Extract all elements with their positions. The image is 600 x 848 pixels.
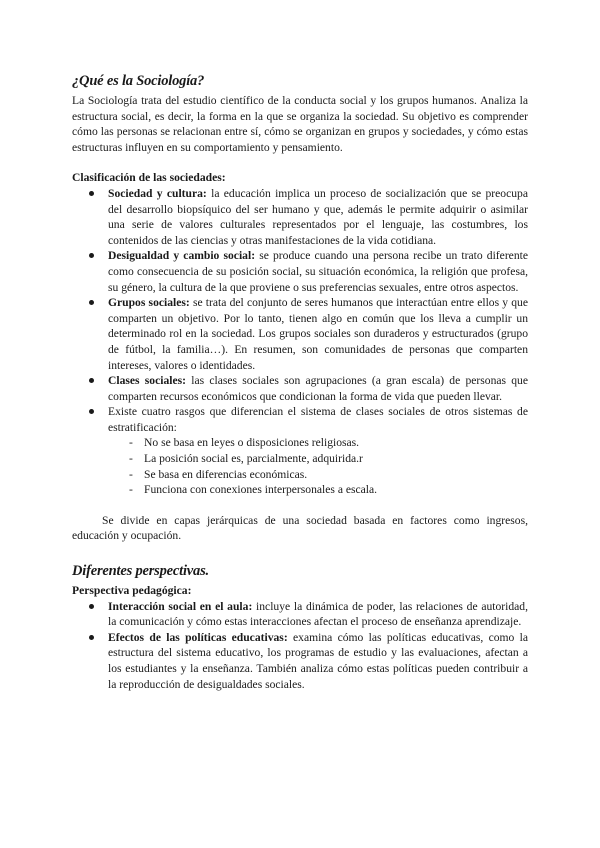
list-item-term: Grupos sociales: bbox=[108, 296, 190, 310]
clasificacion-list bbox=[72, 186, 528, 498]
list-item-term: Interacción social en el aula: bbox=[108, 599, 253, 613]
rasgos-list bbox=[108, 435, 528, 497]
perspectiva-pedagogica-heading: Perspectiva pedagógica: bbox=[72, 584, 192, 598]
list-item-term: Sociedad y cultura: bbox=[108, 186, 207, 200]
list-item bbox=[72, 599, 528, 630]
list-item-text: se produce cuando una persona recibe un trato diferente como consecuencia de su posición social, su situación económica, la religión que profesa, su género, la cultura de la que proviene o sus preferencias sexuales, entre otros aspectos. bbox=[108, 249, 528, 294]
rasgos-intro: Existe cuatro rasgos que diferencian el sistema de clases sociales de otros sistemas de estratificación: bbox=[108, 405, 528, 434]
list-item-text: la educación implica un proceso de socialización que se preocupa del desarrollo biopsíquico del ser humano y que, además le permite adquirir o asimilar una serie de valores culturales representados por el lenguaje, las costumbres, los contenidos de las ciencias y otras manifestaciones de la vida cotidiana. bbox=[108, 186, 528, 247]
list-item-term: Clases sociales: bbox=[108, 374, 186, 388]
list-item bbox=[72, 186, 528, 248]
list-item-text: se trata del conjunto de seres humanos que interactúan entre ellos y que comparten un objetivo. Por lo tanto, tienen algo en común que los lleva a cumplir un determinado rol en la sociedad. Los grupos sociales son duraderos y estructurados (grupo de fútbol, la familia…). En resumen, son comunidades de personas que comparten intereses, valores o identidades. bbox=[108, 296, 529, 372]
closing-paragraph: Se divide en capas jerárquicas de una sociedad basada en factores como ingresos, educación y ocupación. bbox=[72, 513, 528, 543]
rasgo-item: - Se basa en diferencias económicas. bbox=[108, 467, 528, 483]
list-item-term: Efectos de las políticas educativas: bbox=[108, 630, 288, 644]
list-item-text: incluye la dinámica de poder, las relaciones de autoridad, la comunicación y cómo estas interacciones afectan el proceso de enseñanza aprendizaje. bbox=[108, 599, 528, 629]
list-item bbox=[72, 630, 528, 692]
rasgo-item: - Funciona con conexiones interpersonales a escala. bbox=[108, 482, 528, 498]
list-item bbox=[72, 295, 528, 373]
list-item bbox=[72, 404, 528, 498]
section-title-que-es-sociologia: ¿Qué es la Sociología? bbox=[72, 73, 205, 89]
rasgo-item: - La posición social es, parcialmente, adquirida.r bbox=[108, 451, 528, 467]
list-item-text: examina cómo las políticas educativas, como la estructura del sistema educativo, los programas de estudio y las evaluaciones, afectan a los estudiantes y la enseñanza. También analiza cómo estas políticas pueden contribuir a la reproducción de desigualdades sociales. bbox=[108, 630, 528, 691]
list-item bbox=[72, 373, 528, 404]
list-item-term: Desigualdad y cambio social: bbox=[108, 249, 256, 263]
clasificacion-heading: Clasificación de las sociedades: bbox=[72, 171, 226, 185]
list-item-text: las clases sociales son agrupaciones (a gran escala) de personas que comparten recursos económicos que condicionan la forma de vida que pueden llevar. bbox=[108, 374, 528, 403]
intro-paragraph: La Sociología trata del estudio científico de la conducta social y los grupos humanos. Analiza la estructura social, es decir, la forma en la que se organiza la sociedad. Su objetivo es comprender cómo las personas se relacionan entre sí, cómo se organizan en grupos y sociedades, y cómo estas estructuras influyen en su comportamiento y pensamiento. bbox=[72, 94, 528, 154]
spacer bbox=[72, 155, 528, 170]
perspectiva-list bbox=[72, 599, 528, 693]
rasgo-item: - No se basa en leyes o disposiciones religiosas. bbox=[108, 435, 528, 451]
spacer bbox=[72, 498, 528, 513]
list-item bbox=[72, 248, 528, 295]
section-title-diferentes-perspectivas: Diferentes perspectivas. bbox=[72, 563, 209, 580]
